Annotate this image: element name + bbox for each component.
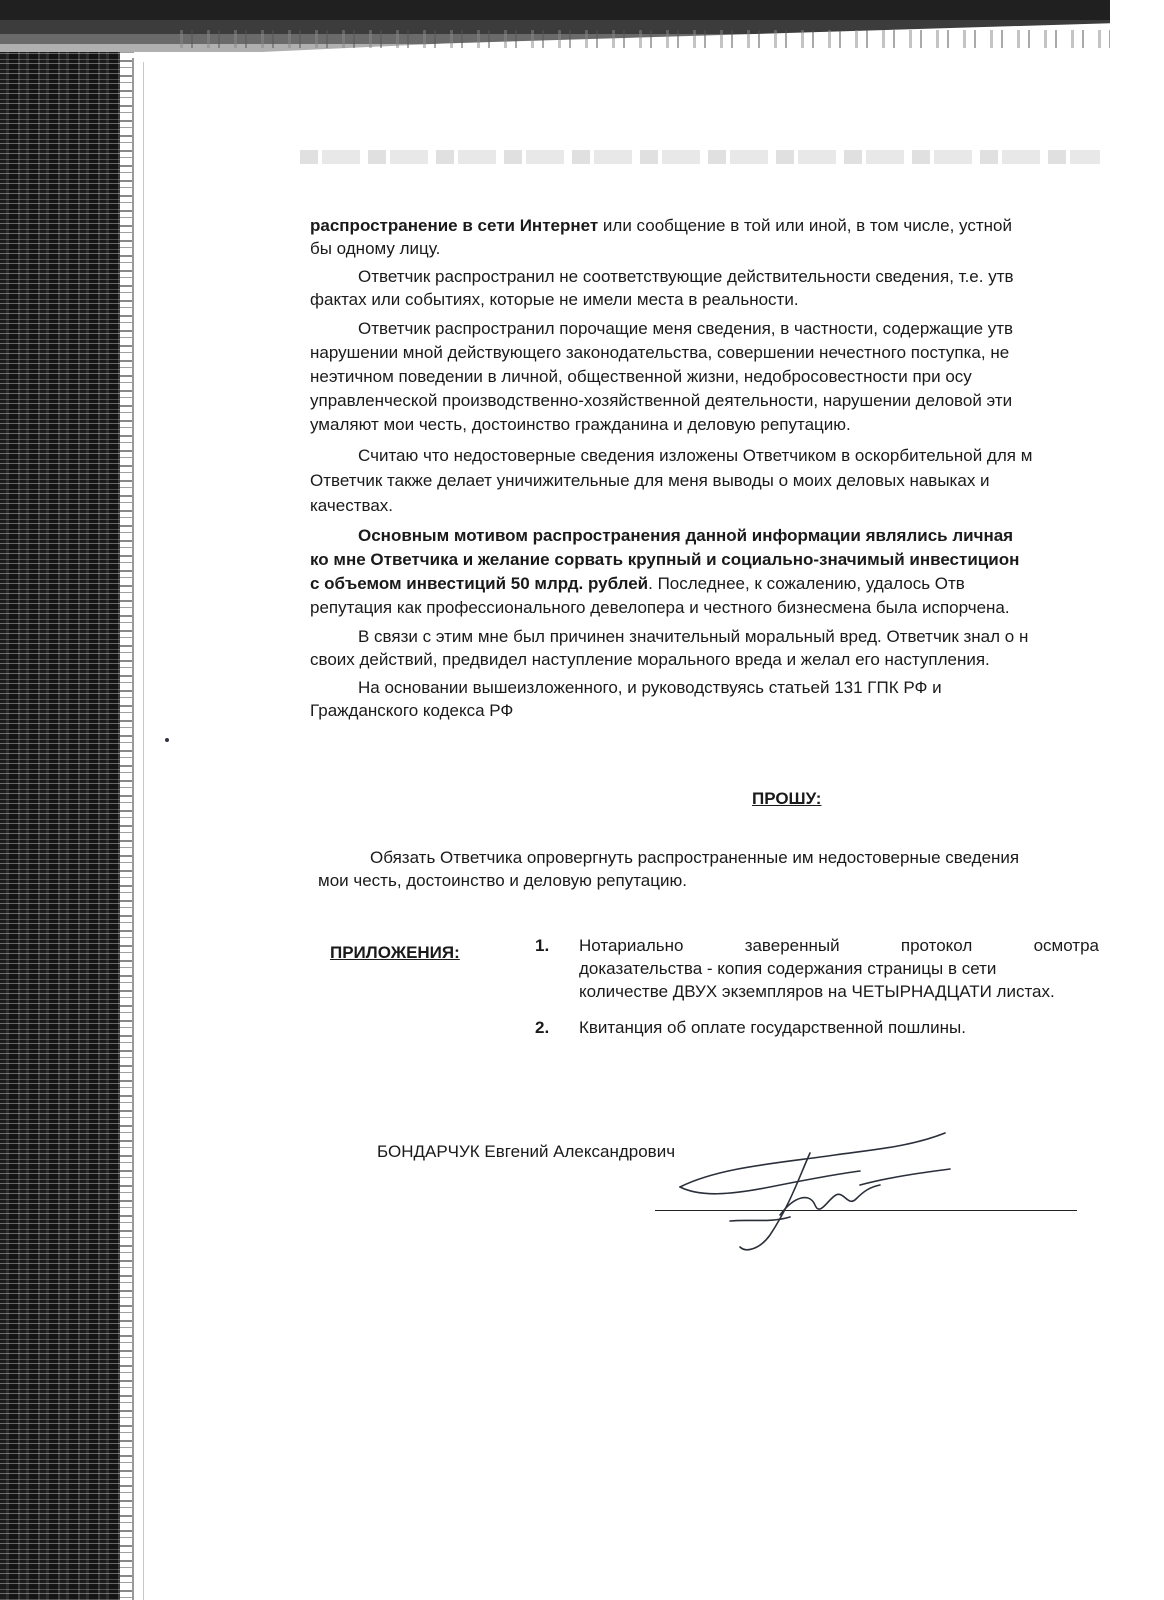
page-edge (132, 58, 134, 1600)
paragraph-2: Ответчик распространил не соответствующие действительности сведения, т.е. утв фактах или событиях, которые не имели места в реальности. (310, 267, 1014, 309)
paragraph-4: Считаю что недостоверные сведения изложены Ответчиком в оскорбительной для м Ответчик также делает уничижительные для меня выводы о моих деловых навыках и качествах. (310, 446, 1033, 515)
request-text: Обязать Ответчика опровергнуть распространенные им недостоверные сведения мои честь, достоинство и деловую репутацию. (318, 848, 1020, 890)
attachment-line: доказательства - копия содержания страницы в сети (579, 959, 997, 978)
attachment-line: количестве ДВУХ экземпляров на ЧЕТЫРНАДЦАТИ листах. (579, 982, 1055, 1001)
scan-artifact-top (0, 0, 1110, 58)
paragraph-1: распространение в сети Интернет или сообщение в той или иной, в том числе, устной бы одному лицу. (310, 216, 1012, 258)
request-heading: ПРОШУ: (752, 789, 822, 808)
attachment-number: 2. (535, 1018, 550, 1037)
bold-phrase: распространение в сети Интернет (310, 216, 599, 235)
speck (165, 738, 169, 742)
signature-image (660, 1125, 980, 1255)
paragraph-3: Ответчик распространил порочащие меня сведения, в частности, содержащие утв нарушении мной действующего законодательства, совершении нечестного поступка, не неэтичном поведении в личной, общественной жизни, недобросовестности при осу управленческой производственно-хозяйственной деятельности, нарушении деловой эти умаляют мои честь, достоинство гражданина и деловую репутацию. (310, 319, 1014, 434)
signer-name: БОНДАРЧУК Евгений Александрович (377, 1142, 676, 1161)
attachments-heading: ПРИЛОЖЕНИЯ: (330, 943, 460, 962)
scan-artifact-left (0, 0, 120, 1600)
faint-header-line (300, 150, 1100, 164)
paragraph-7: На основании вышеизложенного, и руководствуясь статьей 131 ГПК РФ и Гражданского кодекса РФ (310, 678, 942, 720)
scan-artifact-noise (180, 30, 1110, 48)
attachment-number: 1. (535, 936, 550, 955)
attachment-line: Квитанция об оплате государственной пошлины. (579, 1018, 966, 1037)
paragraph-5: Основным мотивом распространения данной информации являлись личная ко мне Ответчика и желание сорвать крупный и социально-значимый инвестицион с объемом инвестиций 50 млрд. рублей. Последнее, к сожалению, удалось Отв репутация как профессионального девелопера и честного бизнесмена была испорчена. (310, 526, 1020, 617)
page-edge-inner (143, 62, 144, 1600)
document-body (310, 215, 1100, 728)
paragraph-6: В связи с этим мне был причинен значительный моральный вред. Ответчик знал о н своих действий, предвидел наступление морального вреда и желал его наступления. (310, 627, 1029, 669)
attachment-line: Нотариально заверенный протокол осмотра (579, 936, 1099, 955)
